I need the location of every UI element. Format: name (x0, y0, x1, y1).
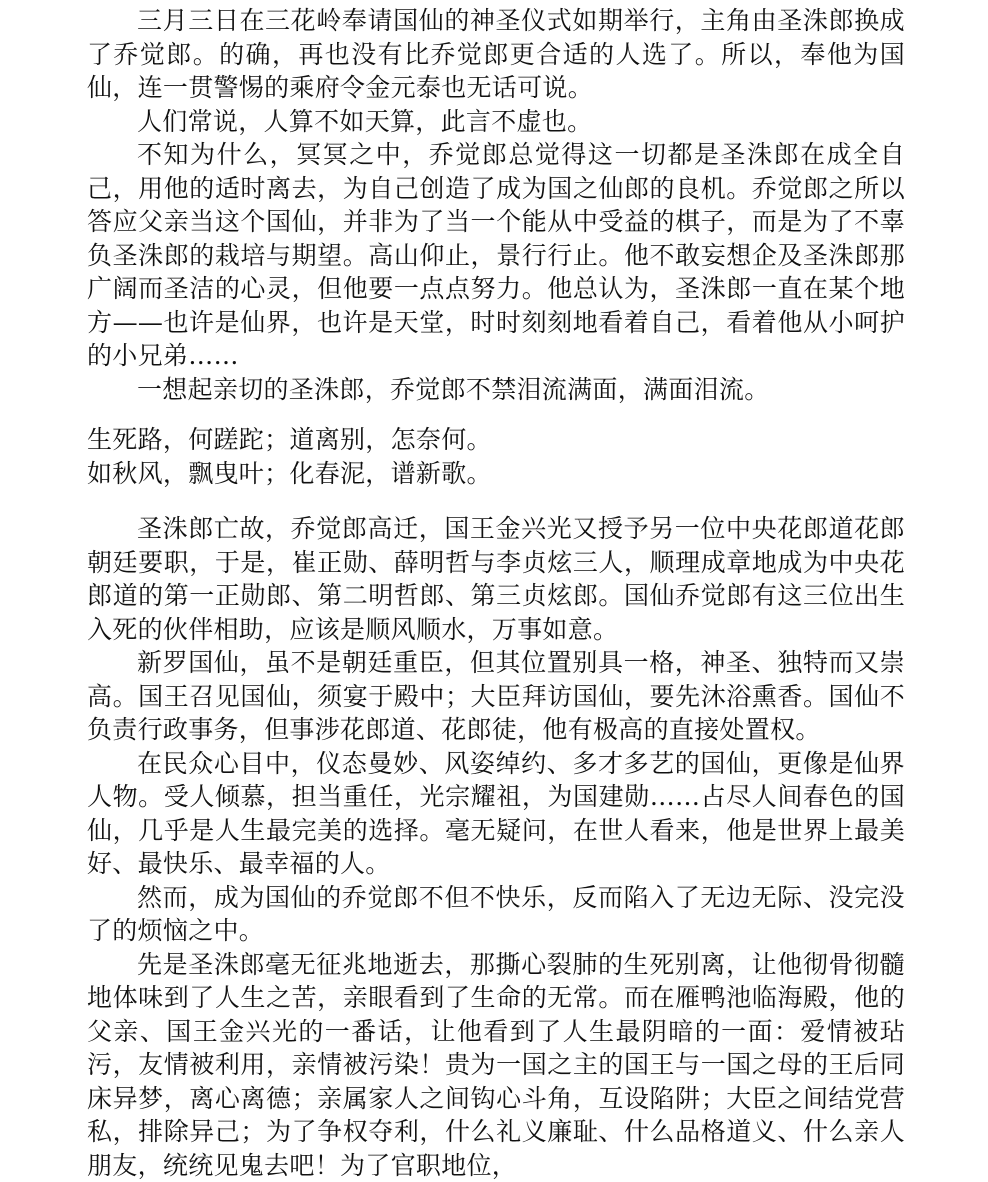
paragraph-appointments: 圣洙郎亡故，乔觉郎高迁，国王金兴光又授予另一位中央花郎道花郎朝廷要职，于是，崔正勋、薛明哲与李贞炫三人，顺理成章地成为中央花郎道的第一正勋郎、第二明哲郎、第三贞炫郎。国仙乔觉郎有这三位出生入死的伙伴相助，应该是顺风顺水，万事如意。 (87, 512, 905, 646)
paragraph-saying: 人们常说，人算不如天算，此言不虚也。 (87, 105, 905, 139)
verse-block (87, 423, 905, 490)
body-text (87, 4, 905, 1182)
paragraph-ceremony: 三月三日在三花岭奉请国仙的神圣仪式如期举行，主角由圣洙郎换成了乔觉郎。的确，再也没有比乔觉郎更合适的人选了。所以，奉他为国仙，连一贯警惕的乘府令金元泰也无话可说。 (87, 4, 905, 105)
verse-line: 如秋风，飘曳叶；化春泥，谱新歌。 (87, 457, 905, 491)
paragraph-tears: 一想起亲切的圣洙郎，乔觉郎不禁泪流满面，满面泪流。 (87, 373, 905, 407)
paragraph-guoxian-status: 新罗国仙，虽不是朝廷重臣，但其位置别具一格，神圣、独特而又崇高。国王召见国仙，须宴于殿中；大臣拜访国仙，要先沐浴熏香。国仙不负责行政事务，但事涉花郎道、花郎徒，他有极高的直接处置权。 (87, 646, 905, 747)
paragraph-public-view: 在民众心目中，仪态曼妙、风姿绰约、多才多艺的国仙，更像是仙界人物。受人倾慕，担当重任，光宗耀祖，为国建勋……占尽人间春色的国仙，几乎是人生最完美的选择。毫无疑问，在世人看来，他是世界上最美好、最快乐、最幸福的人。 (87, 747, 905, 881)
paragraph-troubles: 先是圣洙郎毫无征兆地逝去，那撕心裂肺的生死别离，让他彻骨彻髓地体味到了人生之苦，亲眼看到了生命的无常。而在雁鸭池临海殿，他的父亲、国王金兴光的一番话，让他看到了人生最阴暗的一面：爱情被玷污，友情被利用，亲情被污染！贵为一国之主的国王与一国之母的王后同床异梦，离心离德；亲属家人之间钩心斗角，互设陷阱；大臣之间结党营私，排除异己；为了争权夺利，什么礼义廉耻、什么品格道义、什么亲人朋友，统统见鬼去吧！为了官职地位， (87, 948, 905, 1182)
paragraph-reflection: 不知为什么，冥冥之中，乔觉郎总觉得这一切都是圣洙郎在成全自己，用他的适时离去，为自己创造了成为国之仙郎的良机。乔觉郎之所以答应父亲当这个国仙，并非为了当一个能从中受益的棋子，而是为了不辜负圣洙郎的栽培与期望。高山仰止，景行行止。他不敢妄想企及圣洙郎那广阔而圣洁的心灵，但他要一点点努力。他总认为，圣洙郎一直在某个地方——也许是仙界，也许是天堂，时时刻刻地看着自己，看着他从小呵护的小兄弟…… (87, 138, 905, 373)
verse-line: 生死路，何蹉跎；道离别，怎奈何。 (87, 423, 905, 457)
paragraph-however: 然而，成为国仙的乔觉郎不但不快乐，反而陷入了无边无际、没完没了的烦恼之中。 (87, 881, 905, 948)
